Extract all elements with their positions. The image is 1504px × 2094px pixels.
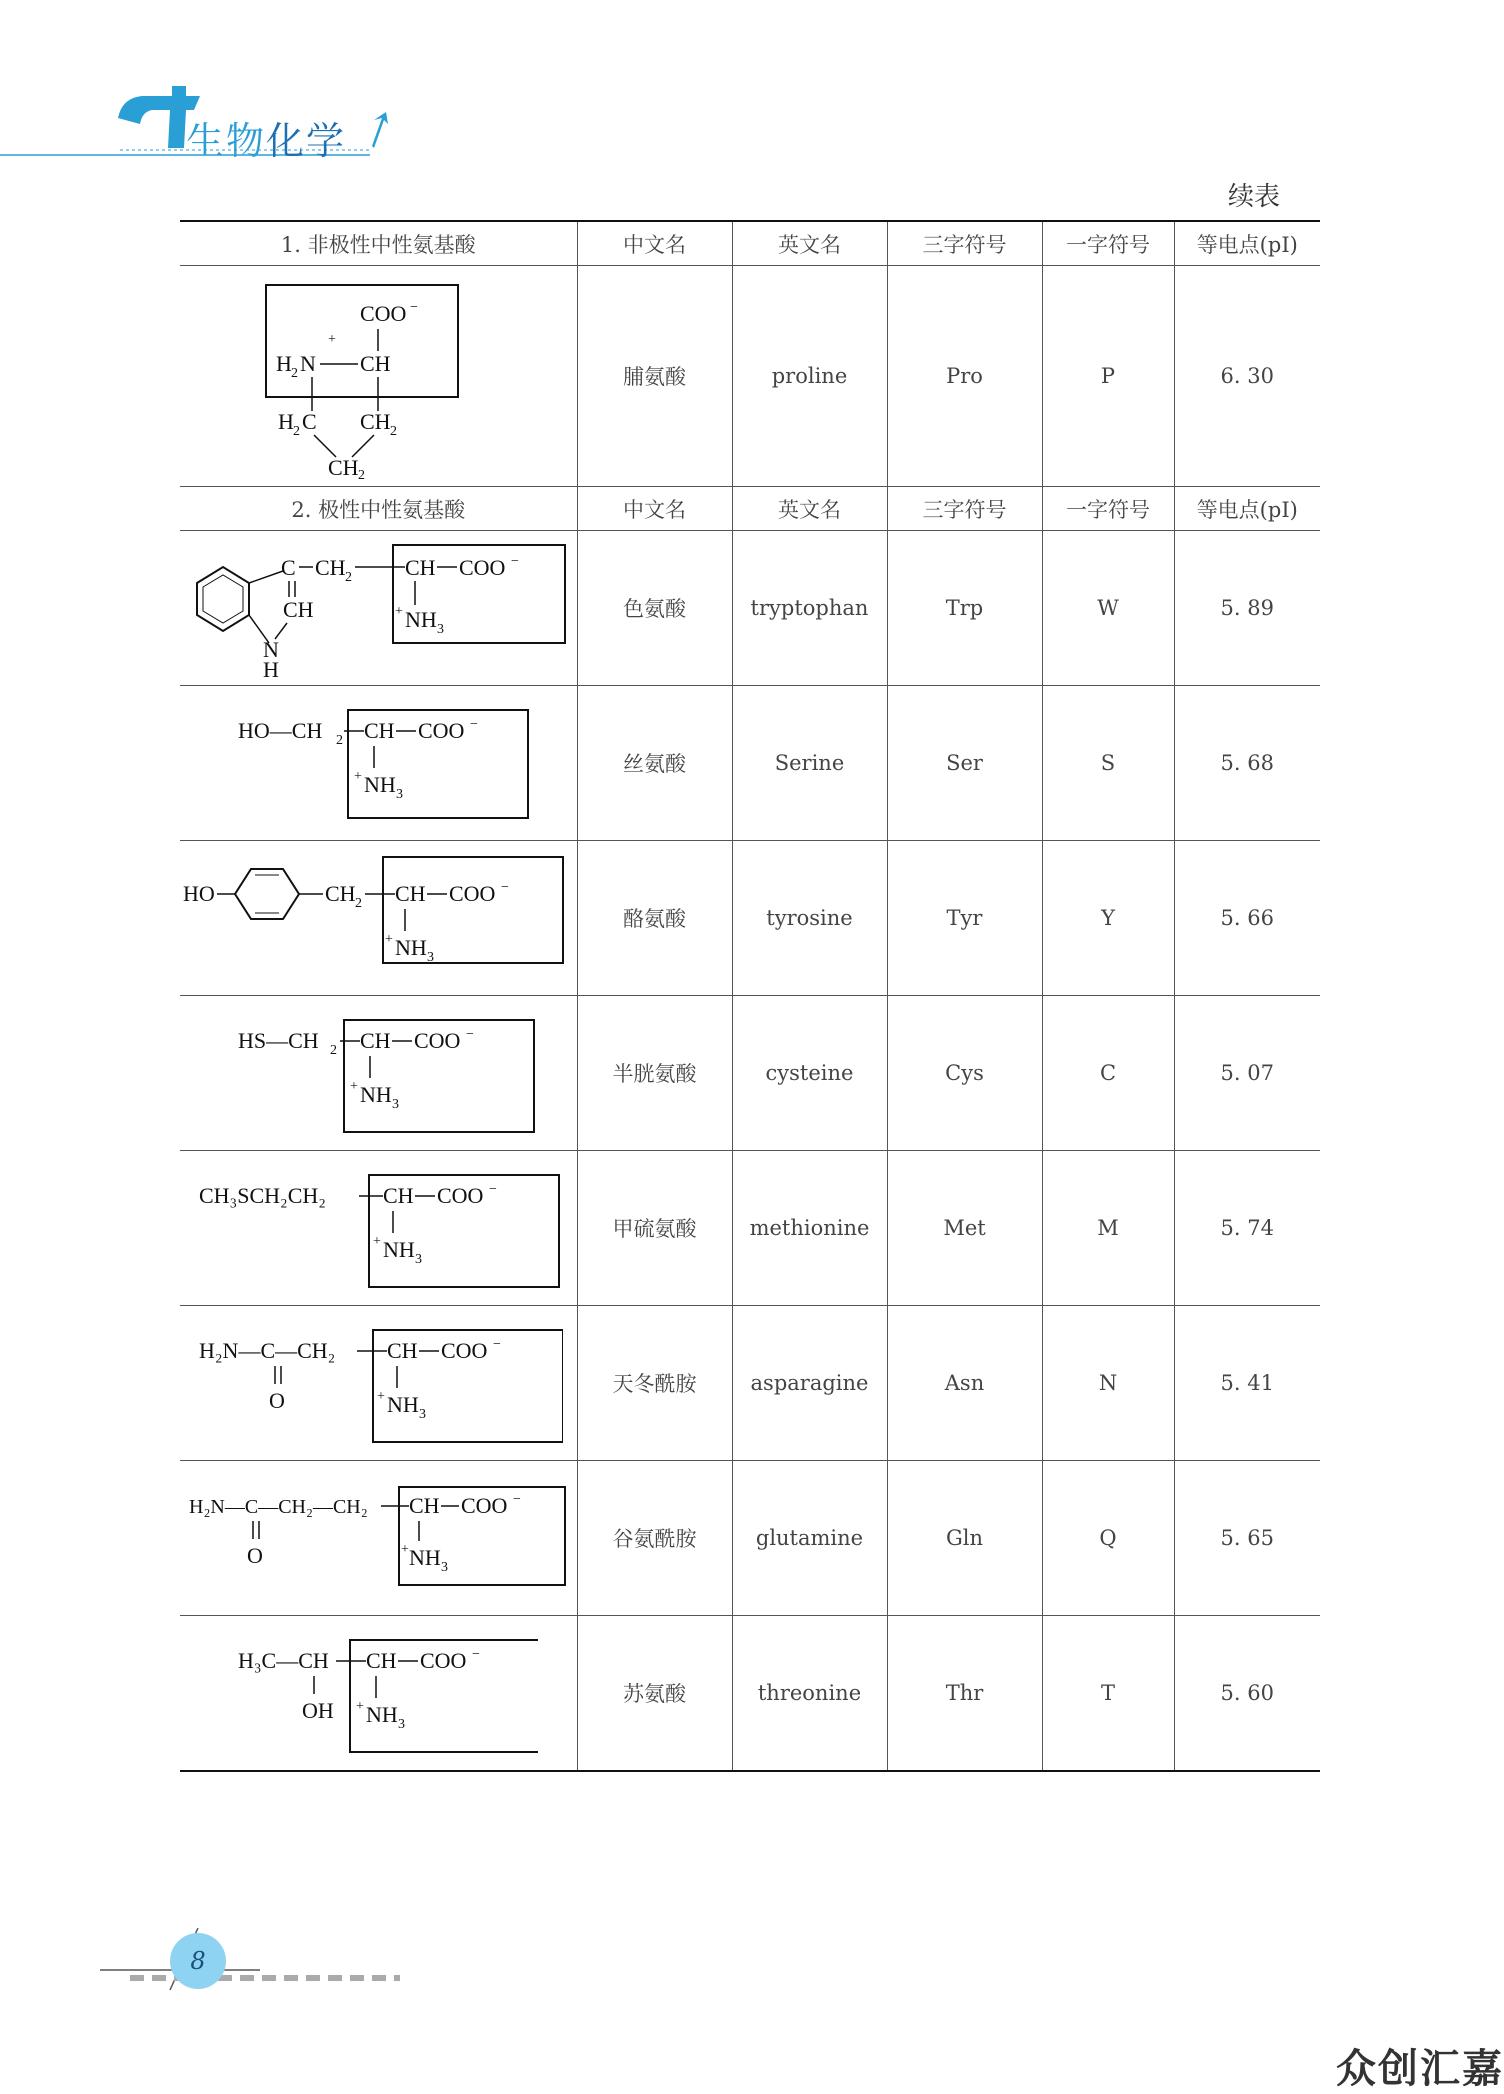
- svg-text:NH: NH: [360, 1082, 393, 1107]
- svg-text:−: −: [466, 1027, 475, 1042]
- svg-text:COO: COO: [459, 555, 506, 580]
- col-header-cn: 中文名: [577, 221, 732, 266]
- cn-name: 脯氨酸: [577, 266, 732, 487]
- svg-text:O: O: [269, 1388, 286, 1413]
- en-name: Serine: [732, 686, 887, 841]
- svg-text:H₃C—CH: H₃C—CH: [238, 1648, 330, 1673]
- cn-name: 苏氨酸: [577, 1616, 732, 1772]
- svg-text:H: H: [276, 351, 293, 376]
- cn-name: 酪氨酸: [577, 841, 732, 996]
- methionine-structure: [193, 1163, 563, 1293]
- svg-text:2: 2: [355, 896, 363, 911]
- svg-text:CH: CH: [387, 1338, 418, 1363]
- svg-text:H: H: [263, 657, 280, 682]
- structure-cell: [180, 1616, 577, 1772]
- svg-text:CH: CH: [383, 1183, 414, 1208]
- svg-text:CH: CH: [360, 1028, 391, 1053]
- col-header-one: 一字符号: [1042, 487, 1174, 531]
- one-letter: M: [1042, 1151, 1174, 1306]
- col-header-en: 英文名: [732, 221, 887, 266]
- pi-value: 5. 68: [1174, 686, 1320, 841]
- svg-text:3: 3: [392, 1097, 400, 1112]
- table-row: [180, 266, 1320, 487]
- structure-cell: [180, 841, 577, 996]
- svg-text:3: 3: [427, 950, 435, 965]
- table-row: [180, 531, 1320, 686]
- svg-text:−: −: [511, 554, 520, 569]
- en-name: tyrosine: [732, 841, 887, 996]
- col-header-pi: 等电点(pI): [1174, 221, 1320, 266]
- cysteine-structure: [218, 1008, 538, 1138]
- svg-text:NH: NH: [387, 1392, 420, 1417]
- svg-text:COO: COO: [441, 1338, 488, 1363]
- continued-label: 续表: [1227, 182, 1280, 212]
- svg-text:−: −: [410, 300, 419, 315]
- svg-text:N: N: [263, 637, 280, 662]
- svg-text:COO: COO: [420, 1648, 467, 1673]
- tyrosine-structure: [183, 853, 573, 983]
- amino-acid-table: [180, 220, 1320, 1772]
- svg-text:OH: OH: [302, 1698, 335, 1723]
- section-header: [180, 487, 1320, 531]
- table-row: [180, 1151, 1320, 1306]
- svg-text:C: C: [281, 555, 296, 580]
- asparagine-structure: [193, 1318, 563, 1448]
- structure-cell: [180, 1461, 577, 1616]
- svg-text:NH: NH: [405, 607, 438, 632]
- structure-cell: [180, 266, 577, 487]
- watermark: 众创汇嘉: [1336, 2046, 1504, 2092]
- svg-text:3: 3: [437, 622, 445, 637]
- svg-text:CH: CH: [364, 718, 395, 743]
- svg-text:COO: COO: [360, 301, 407, 326]
- svg-text:HO—CH: HO—CH: [238, 718, 323, 743]
- svg-text:−: −: [501, 880, 510, 895]
- svg-text:+: +: [356, 1699, 365, 1714]
- svg-text:+: +: [328, 332, 337, 347]
- svg-text:H: H: [278, 409, 295, 434]
- col-header-three: 三字符号: [887, 221, 1042, 266]
- col-header-en: 英文名: [732, 487, 887, 531]
- one-letter: W: [1042, 531, 1174, 686]
- svg-text:3: 3: [396, 787, 404, 802]
- svg-text:+: +: [350, 1079, 359, 1094]
- pi-value: 5. 07: [1174, 996, 1320, 1151]
- one-letter: Y: [1042, 841, 1174, 996]
- cn-name: 色氨酸: [577, 531, 732, 686]
- one-letter: C: [1042, 996, 1174, 1151]
- en-name: methionine: [732, 1151, 887, 1306]
- svg-text:+: +: [354, 769, 363, 784]
- one-letter: S: [1042, 686, 1174, 841]
- svg-text:NH: NH: [395, 935, 428, 960]
- col-header-pi: 等电点(pI): [1174, 487, 1320, 531]
- svg-text:+: +: [401, 1542, 410, 1557]
- svg-text:3: 3: [419, 1407, 427, 1422]
- table-row: [180, 996, 1320, 1151]
- one-letter: T: [1042, 1616, 1174, 1772]
- table-row: [180, 841, 1320, 996]
- svg-text:CH: CH: [328, 455, 359, 480]
- svg-text:3: 3: [398, 1717, 406, 1732]
- svg-text:COO: COO: [414, 1028, 461, 1053]
- cn-name: 丝氨酸: [577, 686, 732, 841]
- svg-text:−: −: [493, 1337, 502, 1352]
- structure-cell: [180, 531, 577, 686]
- structure-cell: [180, 1306, 577, 1461]
- svg-text:COO: COO: [449, 881, 496, 906]
- cn-name: 半胱氨酸: [577, 996, 732, 1151]
- one-letter: N: [1042, 1306, 1174, 1461]
- svg-text:CH: CH: [360, 351, 391, 376]
- three-letter: Thr: [887, 1616, 1042, 1772]
- page-header: [0, 0, 1504, 170]
- svg-text:COO: COO: [461, 1493, 508, 1518]
- svg-text:HS—CH: HS—CH: [238, 1028, 319, 1053]
- svg-text:NH: NH: [364, 772, 397, 797]
- section-title: 2. 极性中性氨基酸: [180, 487, 577, 531]
- pi-value: 5. 65: [1174, 1461, 1320, 1616]
- svg-text:3: 3: [415, 1252, 423, 1267]
- pi-value: 5. 60: [1174, 1616, 1320, 1772]
- section-title: 1. 非极性中性氨基酸: [180, 221, 577, 266]
- pi-value: 5. 41: [1174, 1306, 1320, 1461]
- svg-text:COO: COO: [437, 1183, 484, 1208]
- svg-text:CH: CH: [409, 1493, 440, 1518]
- col-header-one: 一字符号: [1042, 221, 1174, 266]
- svg-text:2: 2: [330, 1043, 338, 1058]
- three-letter: Gln: [887, 1461, 1042, 1616]
- en-name: proline: [732, 266, 887, 487]
- svg-text:CH: CH: [395, 881, 426, 906]
- col-header-cn: 中文名: [577, 487, 732, 531]
- en-name: asparagine: [732, 1306, 887, 1461]
- svg-text:CH: CH: [325, 881, 356, 906]
- table-row: [180, 1306, 1320, 1461]
- svg-text:−: −: [489, 1182, 498, 1197]
- threonine-structure: [218, 1628, 538, 1758]
- tryptophan-structure: [183, 533, 573, 683]
- svg-text:H₂N—C—CH₂—CH₂: H₂N—C—CH₂—CH₂: [189, 1496, 368, 1518]
- proline-structure: [248, 271, 508, 481]
- one-letter: Q: [1042, 1461, 1174, 1616]
- svg-text:CH: CH: [283, 597, 314, 622]
- svg-text:2: 2: [293, 424, 301, 439]
- pi-value: 5. 74: [1174, 1151, 1320, 1306]
- svg-text:HO: HO: [183, 881, 216, 906]
- en-name: threonine: [732, 1616, 887, 1772]
- three-letter: Tyr: [887, 841, 1042, 996]
- glutamine-structure: [183, 1473, 573, 1603]
- svg-text:NH: NH: [366, 1702, 399, 1727]
- table-row: [180, 1616, 1320, 1772]
- svg-text:O: O: [247, 1543, 264, 1568]
- three-letter: Asn: [887, 1306, 1042, 1461]
- svg-text:NH: NH: [383, 1237, 416, 1262]
- three-letter: Trp: [887, 531, 1042, 686]
- cn-name: 甲硫氨酸: [577, 1151, 732, 1306]
- svg-text:2: 2: [291, 366, 299, 381]
- svg-text:−: −: [472, 1647, 481, 1662]
- svg-text:C: C: [302, 409, 317, 434]
- table-row: [180, 686, 1320, 841]
- one-letter: P: [1042, 266, 1174, 487]
- svg-text:+: +: [377, 1389, 386, 1404]
- svg-text:2: 2: [358, 468, 366, 481]
- structure-cell: [180, 686, 577, 841]
- col-header-three: 三字符号: [887, 487, 1042, 531]
- svg-text:H₂N—C—CH₂: H₂N—C—CH₂: [199, 1338, 336, 1363]
- structure-cell: [180, 996, 577, 1151]
- cn-name: 天冬酰胺: [577, 1306, 732, 1461]
- footer-decoration: [100, 1920, 420, 2000]
- three-letter: Pro: [887, 266, 1042, 487]
- page-number: 8: [170, 1933, 226, 1989]
- en-name: glutamine: [732, 1461, 887, 1616]
- three-letter: Cys: [887, 996, 1042, 1151]
- structure-cell: [180, 1151, 577, 1306]
- pi-value: 5. 66: [1174, 841, 1320, 996]
- svg-text:CH₃SCH₂CH₂: CH₃SCH₂CH₂: [199, 1183, 327, 1208]
- book-title: 生物化学: [186, 119, 347, 163]
- svg-text:CH: CH: [315, 555, 346, 580]
- svg-text:−: −: [513, 1492, 522, 1507]
- svg-text:2: 2: [336, 733, 344, 748]
- svg-text:COO: COO: [418, 718, 465, 743]
- svg-text:2: 2: [390, 424, 398, 439]
- svg-text:CH: CH: [366, 1648, 397, 1673]
- pi-value: 6. 30: [1174, 266, 1320, 487]
- en-name: cysteine: [732, 996, 887, 1151]
- three-letter: Ser: [887, 686, 1042, 841]
- svg-text:3: 3: [441, 1560, 449, 1575]
- en-name: tryptophan: [732, 531, 887, 686]
- pi-value: 5. 89: [1174, 531, 1320, 686]
- svg-text:CH: CH: [405, 555, 436, 580]
- serine-structure: [218, 698, 538, 828]
- svg-text:NH: NH: [409, 1545, 442, 1570]
- svg-text:+: +: [385, 932, 394, 947]
- svg-text:2: 2: [345, 570, 353, 585]
- svg-text:N: N: [300, 351, 317, 376]
- svg-text:−: −: [470, 717, 479, 732]
- svg-text:CH: CH: [360, 409, 391, 434]
- cn-name: 谷氨酰胺: [577, 1461, 732, 1616]
- svg-text:+: +: [395, 604, 404, 619]
- section-header: [180, 221, 1320, 266]
- svg-text:+: +: [373, 1234, 382, 1249]
- three-letter: Met: [887, 1151, 1042, 1306]
- table-row: [180, 1461, 1320, 1616]
